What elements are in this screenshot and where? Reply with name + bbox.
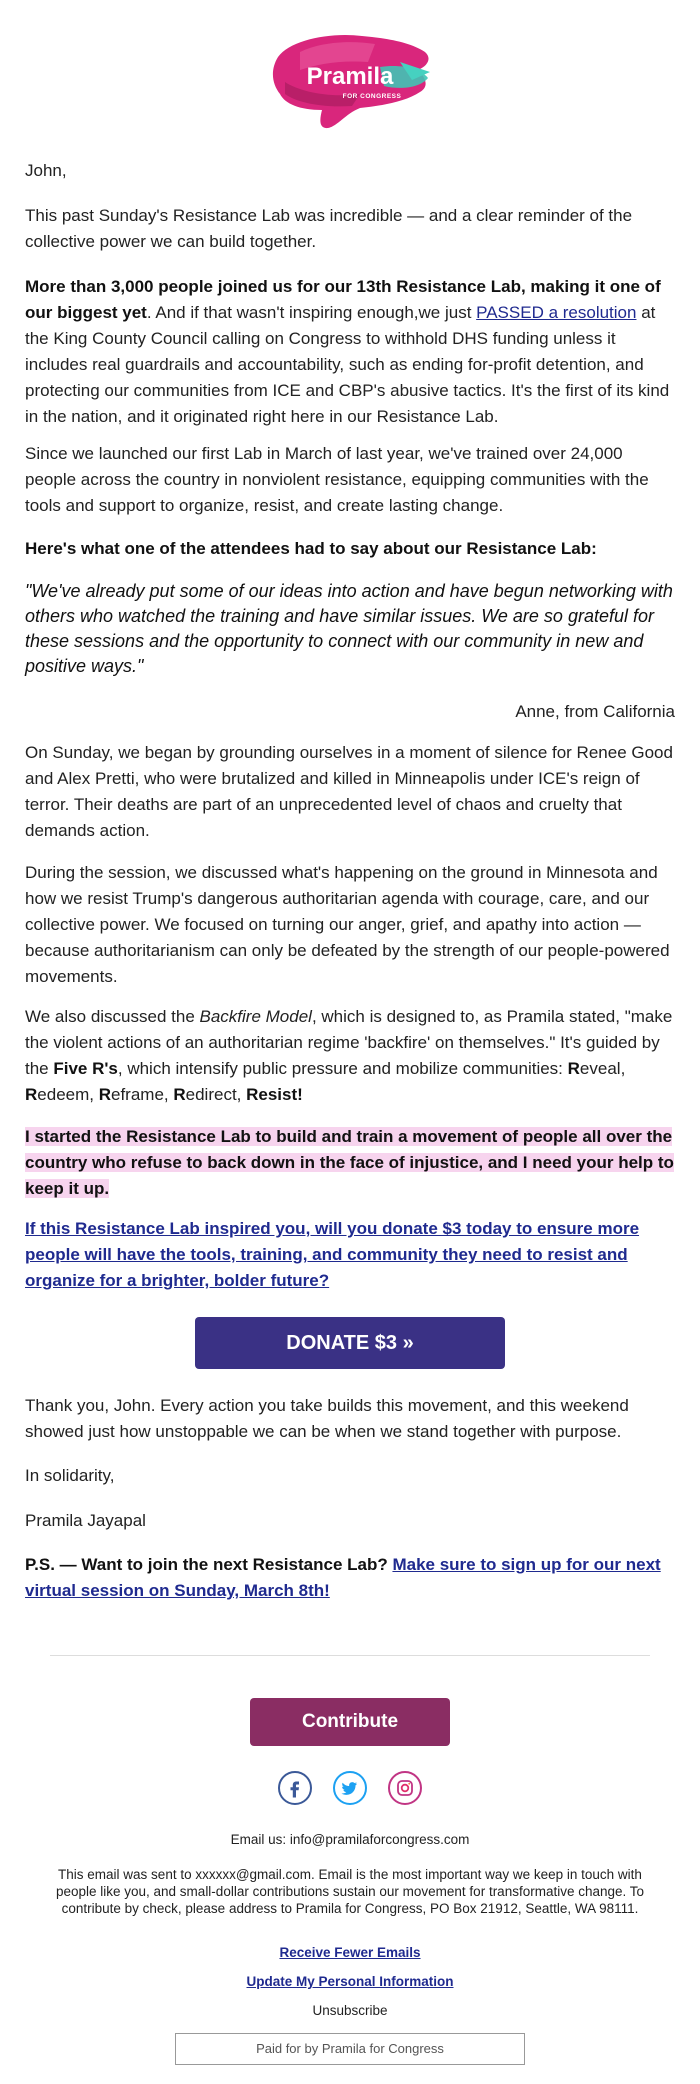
donate-ask	[25, 1216, 675, 1294]
footer-email: Email us: info@pramilaforcongress.com	[230, 1832, 470, 1847]
logo-tagline: FOR CONGRESS	[342, 93, 402, 100]
paint-splash-logo-graphic	[0, 22, 700, 132]
instagram-icon[interactable]	[388, 1771, 422, 1805]
greeting: John,	[25, 161, 67, 180]
unsubscribe-link[interactable]: Unsubscribe	[312, 2003, 388, 2018]
attendance-bold: More than 3,000 people joined us for our 13th Resistance Lab, making it one of our biggest yet	[25, 277, 661, 322]
attendee-quote: "We've already put some of our ideas into action and have begun networking with others who watched the training and have similar issues. We are so grateful for these sessions and the opportunity to connect with our community in new and positive ways."	[25, 581, 673, 676]
resolution-link[interactable]: PASSED a resolution	[476, 303, 637, 322]
signature: Pramila Jayapal	[25, 1511, 146, 1530]
session-paragraph: During the session, we discussed what's happening on the ground in Minnesota and how we resist Trump's dangerous authoritarian agenda with courage, care, and our collective power. We focused on turning our anger, grief, and apathy into action — because authoritarianism can only be defeated by the strength of our people-powered movements.	[25, 863, 670, 986]
footer-disclaimer: This email was sent to xxxxxx@gmail.com. Email is the most important way we keep in touch with people like you, and small-dollar contributions sustain our movement for transformative change. To contribute by check, please address to Pramila for Congress, PO Box 21912, Seattle, WA 98111.	[55, 1867, 645, 1916]
twitter-icon[interactable]	[333, 1771, 367, 1805]
training-paragraph: Since we launched our first Lab in March of last year, we've trained over 24,000 people across the country in nonviolent resistance, equipping communities with the tools and support to organize, resist, and create lasting change.	[25, 444, 649, 515]
memorial-paragraph: On Sunday, we began by grounding ourselves in a moment of silence for Renee Good and Alex Pretti, who were brutalized and killed in Minneapolis under ICE's reign of terror. Their deaths are part of an unprecedented level of chaos and cruelty that demands action.	[25, 743, 673, 840]
thanks-paragraph: Thank you, John. Every action you take builds this movement, and this weekend showed just how unstoppable we can be when we stand together with purpose.	[25, 1396, 629, 1441]
logo-name: Pramila	[306, 63, 394, 90]
paid-for-by-box: Paid for by Pramila for Congress	[175, 2033, 525, 2065]
five-rs: Five R's	[53, 1059, 118, 1078]
receive-fewer-emails-link[interactable]: Receive Fewer Emails	[279, 1945, 421, 1960]
intro-paragraph: This past Sunday's Resistance Lab was incredible — and a clear reminder of the collective power we can build together.	[25, 206, 633, 251]
update-personal-info-link[interactable]: Update My Personal Information	[246, 1974, 454, 1989]
donate-3-button[interactable]: DONATE $3 »	[195, 1317, 505, 1369]
donate-ask-link[interactable]: If this Resistance Lab inspired you, will you donate $3 today to ensure more people will have the tools, training, and community they need to resist and organize for a brighter, bolder future?	[25, 1219, 640, 1290]
closing: In solidarity,	[25, 1466, 115, 1485]
contribute-button[interactable]: Contribute	[250, 1698, 450, 1746]
campaign-logo[interactable]	[0, 22, 700, 132]
resolution-paragraph: More than 3,000 people joined us for our 13th Resistance Lab, making it one of our biggest yet. And if that wasn't inspiring enough,we just PASSED a resolution at the King County Council calling on Congress to withhold DHS funding unless it includes real guardrails and accountability, such as ending for-profit detention, and protecting our communities from ICE and CBP's abusive tactics. It's the first of its kind in the nation, and it originated right here in our Resistance Lab.	[25, 277, 670, 426]
footer-divider	[50, 1655, 650, 1656]
quote-attribution: Anne, from California	[515, 702, 675, 721]
highlight-paragraph: I started the Resistance Lab to build and train a movement of people all over the country who refuse to back down in the face of injustice, and I need your help to keep it up.	[25, 1127, 674, 1198]
backfire-model: Backfire Model	[199, 1007, 312, 1026]
signup-link[interactable]: Make sure to sign up for our next virtual session on Sunday, March 8th!	[25, 1555, 661, 1600]
attendee-intro: Here's what one of the attendees had to say about our Resistance Lab:	[25, 539, 597, 558]
facebook-icon[interactable]	[278, 1771, 312, 1805]
backfire-paragraph: We also discussed the Backfire Model, which is designed to, as Pramila stated, "make the violent actions of an authoritarian regime 'backfire' on themselves." It's guided by the Five R's, which intensify public pressure and mobilize communities: Reveal, Redeem, Reframe, Redirect, Resist!	[25, 1007, 673, 1104]
ps-paragraph: P.S. — Want to join the next Resistance Lab? Make sure to sign up for our next virtual session on Sunday, March 8th!	[25, 1555, 661, 1600]
